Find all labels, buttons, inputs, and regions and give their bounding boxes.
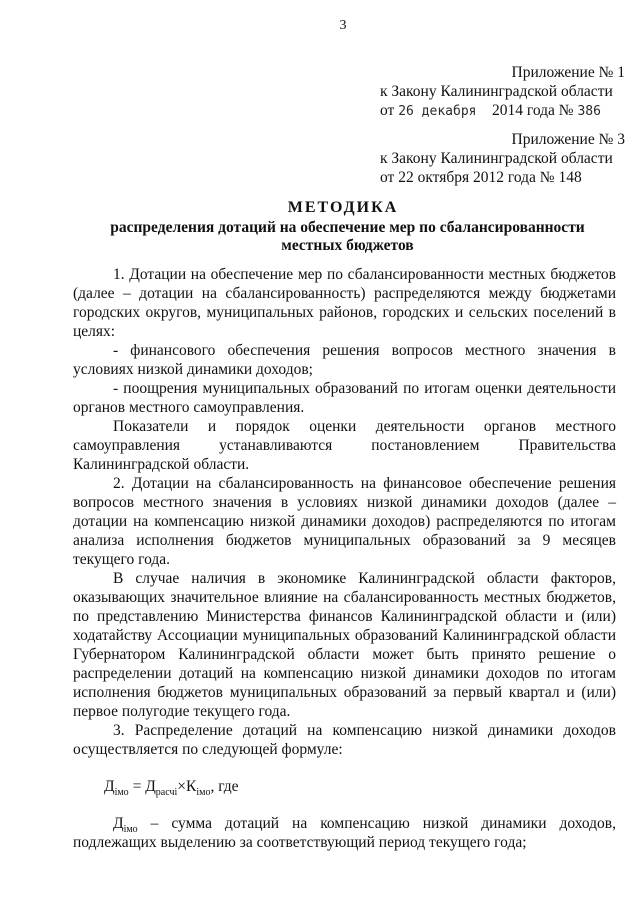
formula-lhs-symbol: Д	[104, 778, 115, 795]
appendix-3-law: к Закону Калининградской области	[380, 150, 613, 167]
appendix-3-header	[380, 130, 630, 187]
appendix-1-title: Приложение № 1	[511, 64, 625, 81]
document-title: МЕТОДИКА	[287, 199, 399, 216]
paragraph-1-note: Показатели и порядок оценки деятельности органов местного самоуправления устанавливаются постановлением Правительства Калининградской области.	[73, 418, 616, 473]
appendix-3-date: от 22 октября 2012 года № 148	[380, 169, 582, 186]
definition-paragraph	[73, 814, 616, 852]
appendix-1-number-handwritten: 386	[577, 104, 601, 119]
paragraph-2-case: В случае наличия в экономике Калининградской области факторов, оказывающих значительное влияние на сбалансированность местных бюджетов, по представлению Министерства финансов Калининградской области и (или) ходатайству Ассоциации муниципальных образований Калининградской области Губернатором Калининградской области может быть принято решение о распределении дотаций на компенсацию низкой динамики доходов по итогам исполнения бюджетов муниципальных образований за первый квартал и (или) первое полугодие текущего года.	[73, 570, 616, 720]
formula-rhs2-subscript: iмо	[196, 787, 211, 799]
definition-symbol: Д	[113, 815, 124, 832]
formula-rhs1-symbol: Д	[145, 778, 156, 795]
appendix-1-date-prefix: от	[380, 102, 395, 119]
appendix-1-header	[380, 63, 630, 121]
document-subtitle: распределения дотаций на обеспечение мер по сбалансированности местных бюджетов	[110, 219, 585, 254]
appendix-1-date	[380, 101, 630, 121]
appendix-1-date-handwritten: 26 декабря	[398, 104, 477, 119]
paragraph-1-item-1: - финансового обеспечения решения вопросов местного значения в условиях низкой динамики доходов;	[73, 342, 616, 378]
paragraph-3: 3. Распределение дотаций на компенсацию низкой динамики доходов осуществляется по следующей формуле:	[73, 722, 616, 758]
formula-rhs1-subscript: расчi	[155, 787, 178, 799]
formula-tail: , где	[210, 778, 239, 795]
paragraph-1: 1. Дотации на обеспечение мер по сбалансированности местных бюджетов (далее – дотации на сбалансированность) распределяются между бюджетами городских округов, муниципальных районов, городских и сельских поселений в целях:	[73, 266, 616, 340]
appendix-1-date-year: 2014 года №	[491, 102, 574, 119]
definition-subscript: iмо	[123, 824, 138, 836]
formula-equals: =	[128, 778, 146, 795]
page-number: 3	[339, 18, 347, 33]
appendix-3-title: Приложение № 3	[511, 131, 625, 148]
formula-times: ×	[177, 778, 186, 795]
formula-lhs-subscript: iмо	[114, 787, 129, 799]
appendix-1-law: к Закону Калининградской области	[380, 83, 613, 100]
document-body	[73, 265, 616, 852]
definition-text: – сумма дотаций на компенсацию низкой динамики доходов, подлежащих выделению за соответствующий период текущего года;	[73, 815, 616, 851]
formula-line	[73, 777, 616, 799]
paragraph-1-item-2: - поощрения муниципальных образований по итогам оценки деятельности органов местного самоуправления.	[73, 380, 616, 416]
paragraph-2: 2. Дотации на сбалансированность на финансовое обеспечение решения вопросов местного значения в условиях низкой динамики доходов (далее – дотации на компенсацию низкой динамики доходов) распределяются по итогам анализа исполнения бюджетов муниципальных образований за 9 месяцев текущего года.	[73, 475, 616, 568]
formula-rhs2-symbol: К	[186, 778, 197, 795]
